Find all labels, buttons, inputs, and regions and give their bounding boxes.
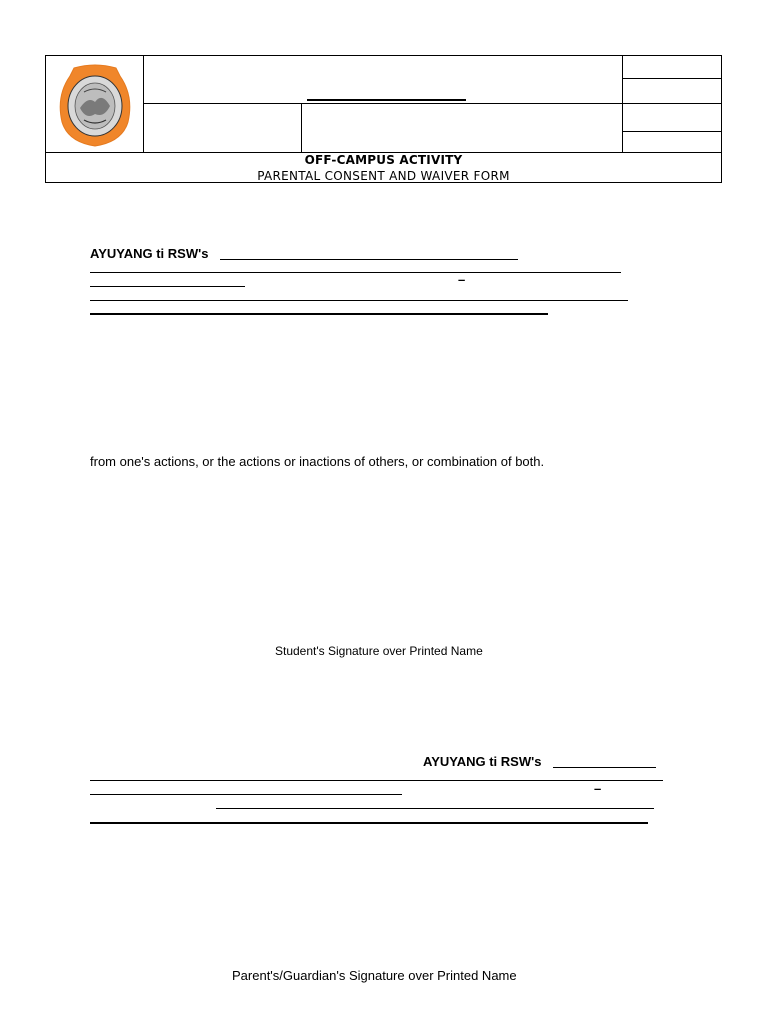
parent-blank-3[interactable] bbox=[90, 794, 402, 795]
student-signature-label: Student's Signature over Printed Name bbox=[275, 644, 483, 658]
student-blank-5[interactable] bbox=[90, 313, 548, 315]
waiver-tail-text: from one's actions, or the actions or inactions of others, or combination of both. bbox=[90, 454, 545, 469]
header-divider-middle bbox=[301, 103, 302, 152]
header-right-row-2 bbox=[622, 103, 721, 104]
student-blank-4[interactable] bbox=[90, 300, 628, 301]
header-name-underline bbox=[307, 99, 466, 101]
student-blank-3[interactable] bbox=[90, 286, 245, 287]
header-divider-right bbox=[622, 56, 623, 152]
student-dash: – bbox=[458, 272, 466, 287]
form-title: OFF-CAMPUS ACTIVITY bbox=[304, 153, 463, 167]
header-right-row-3 bbox=[622, 131, 721, 132]
parent-blank-5[interactable] bbox=[90, 822, 648, 824]
student-blank-1[interactable] bbox=[220, 259, 518, 260]
parent-blank-2[interactable] bbox=[90, 780, 663, 781]
header-row-divider bbox=[143, 103, 622, 104]
parent-blank-4[interactable] bbox=[216, 808, 654, 809]
student-institution-label: AYUYANG ti RSW's bbox=[90, 246, 209, 261]
school-seal-logo bbox=[54, 62, 136, 148]
header-right-row-1 bbox=[622, 78, 721, 79]
form-subtitle: PARENTAL CONSENT AND WAIVER FORM bbox=[257, 169, 510, 183]
parent-blank-1[interactable] bbox=[553, 767, 656, 768]
header-divider-logo bbox=[143, 56, 144, 152]
parent-signature-label: Parent's/Guardian's Signature over Printed Name bbox=[232, 968, 517, 983]
student-blank-2[interactable] bbox=[90, 272, 621, 273]
parent-dash: – bbox=[594, 781, 602, 796]
document-header-table bbox=[45, 55, 722, 183]
parent-institution-label: AYUYANG ti RSW's bbox=[423, 754, 542, 769]
